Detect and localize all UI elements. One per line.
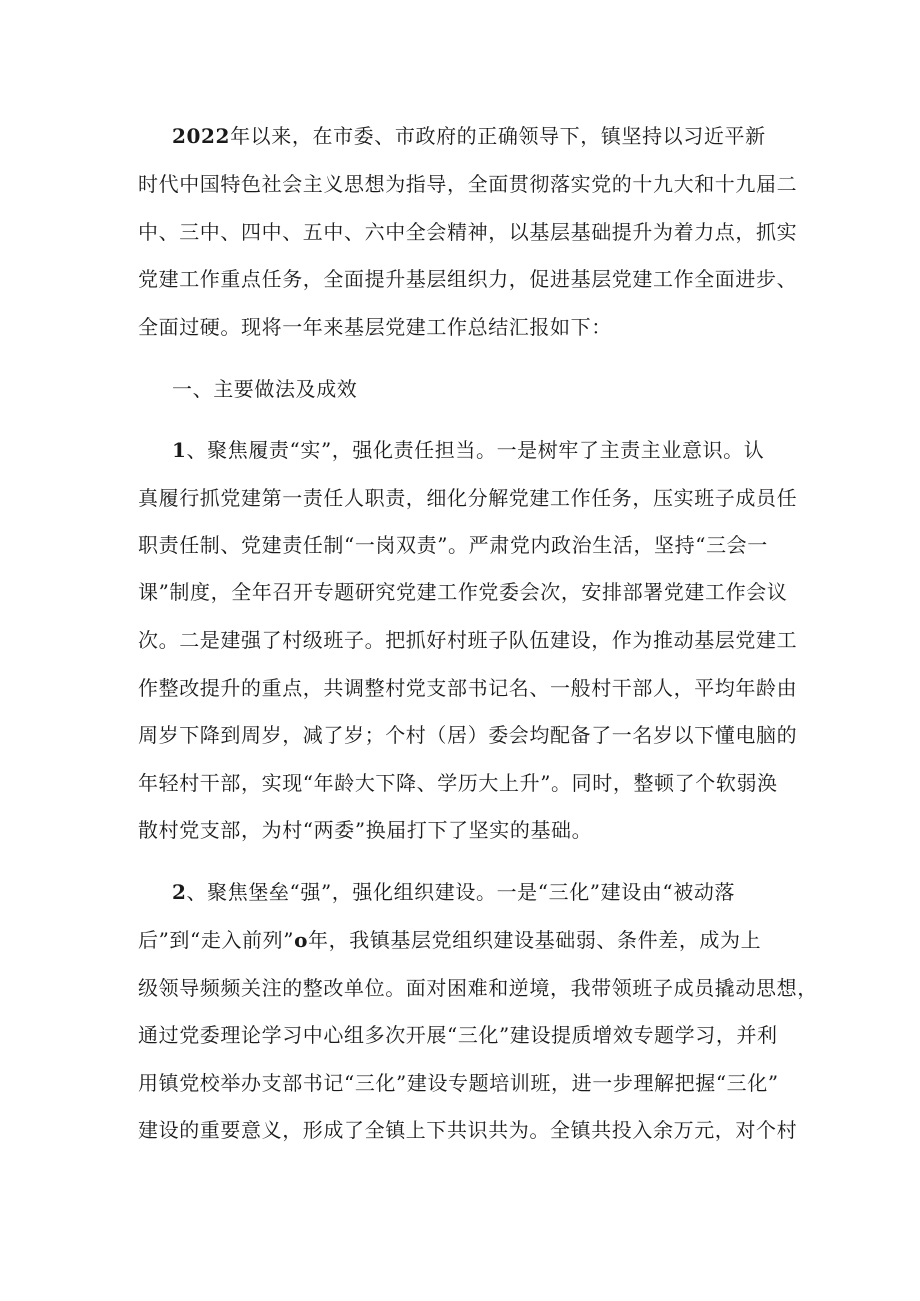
paragraph-3-line-2: 真履行抓党建第一责任人职责，细化分解党建工作任务，压实班子成员任 — [138, 486, 798, 510]
paragraph-3-line-1 — [172, 438, 764, 462]
paragraph-3-line-8: 年轻村干部，实现“年龄大下降、学历大上升”。同时，整顿了个软弱涣 — [138, 771, 778, 795]
stray-letter: o — [294, 928, 309, 952]
line-text: 、聚焦堡垒“强”，强化组织建设。一是“三化”建设由“被动落 — [186, 880, 736, 904]
line-text: 年以来，在市委、市政府的正确领导下，镇坚持以习近平新 — [230, 124, 766, 148]
item-number: 2 — [172, 880, 187, 904]
paragraph-1-line-1 — [172, 124, 766, 148]
section-heading: 一、主要做法及成效 — [172, 377, 358, 401]
line-text: 、聚焦履责“实”，强化责任担当。一是树牢了主责主业意识。认 — [186, 438, 765, 462]
paragraph-3-line-5: 次。二是建强了村级班子。把抓好村班子队伍建设，作为推动基层党建工 — [138, 628, 798, 652]
paragraph-4-line-3: 级领导频频关注的整改单位。面对困难和逆境，我带领班子成员撬动思想， — [138, 976, 818, 1000]
paragraph-4-line-6: 建设的重要意义，形成了全镇上下共识共为。全镇共投入余万元，对个村 — [138, 1118, 798, 1142]
paragraph-4-line-4: 通过党委理论学习中心组多次开展“三化”建设提质增效专题学习，并利 — [138, 1023, 778, 1047]
paragraph-1-line-4: 党建工作重点任务，全面提升基层组织力，促进基层党建工作全面进步、 — [138, 267, 798, 291]
year-number: 2022 — [172, 124, 231, 148]
paragraph-1-line-2: 时代中国特色社会主义思想为指导，全面贯彻落实党的十九大和十九届二 — [138, 172, 798, 196]
paragraph-4-line-5: 用镇党校举办支部书记“三化”建设专题培训班，进一步理解把握“三化” — [138, 1071, 779, 1095]
paragraph-3-line-7: 周岁下降到周岁，减了岁；个村（居）委会均配备了一名岁以下懂电脑的 — [138, 723, 798, 747]
paragraph-1-line-5: 全面过硬。现将一年来基层党建工作总结汇报如下： — [138, 315, 612, 339]
paragraph-1-line-3: 中、三中、四中、五中、六中全会精神，以基层基础提升为着力点，抓实 — [138, 220, 798, 244]
paragraph-3-line-4: 课”制度，全年召开专题研究党建工作党委会次，安排部署党建工作会议 — [138, 580, 788, 604]
paragraph-3-line-9: 散村党支部，为村“两委”换届打下了坚实的基础。 — [138, 818, 593, 842]
paragraph-3-line-6: 作整改提升的重点，共调整村党支部书记名、一般村干部人，平均年龄由 — [138, 676, 798, 700]
paragraph-4-line-1 — [172, 880, 735, 904]
item-number: 1 — [172, 438, 187, 462]
line-text-continued: 年，我镇基层党组织建设基础弱、条件差，成为上 — [308, 928, 762, 952]
line-text: 后”到“走入前列” — [138, 928, 295, 952]
paragraph-3-line-3: 职责任制、党建责任制“一岗双责”。严肃党内政治生活，坚持“三会一 — [138, 533, 768, 557]
paragraph-4-line-2 — [138, 928, 761, 952]
